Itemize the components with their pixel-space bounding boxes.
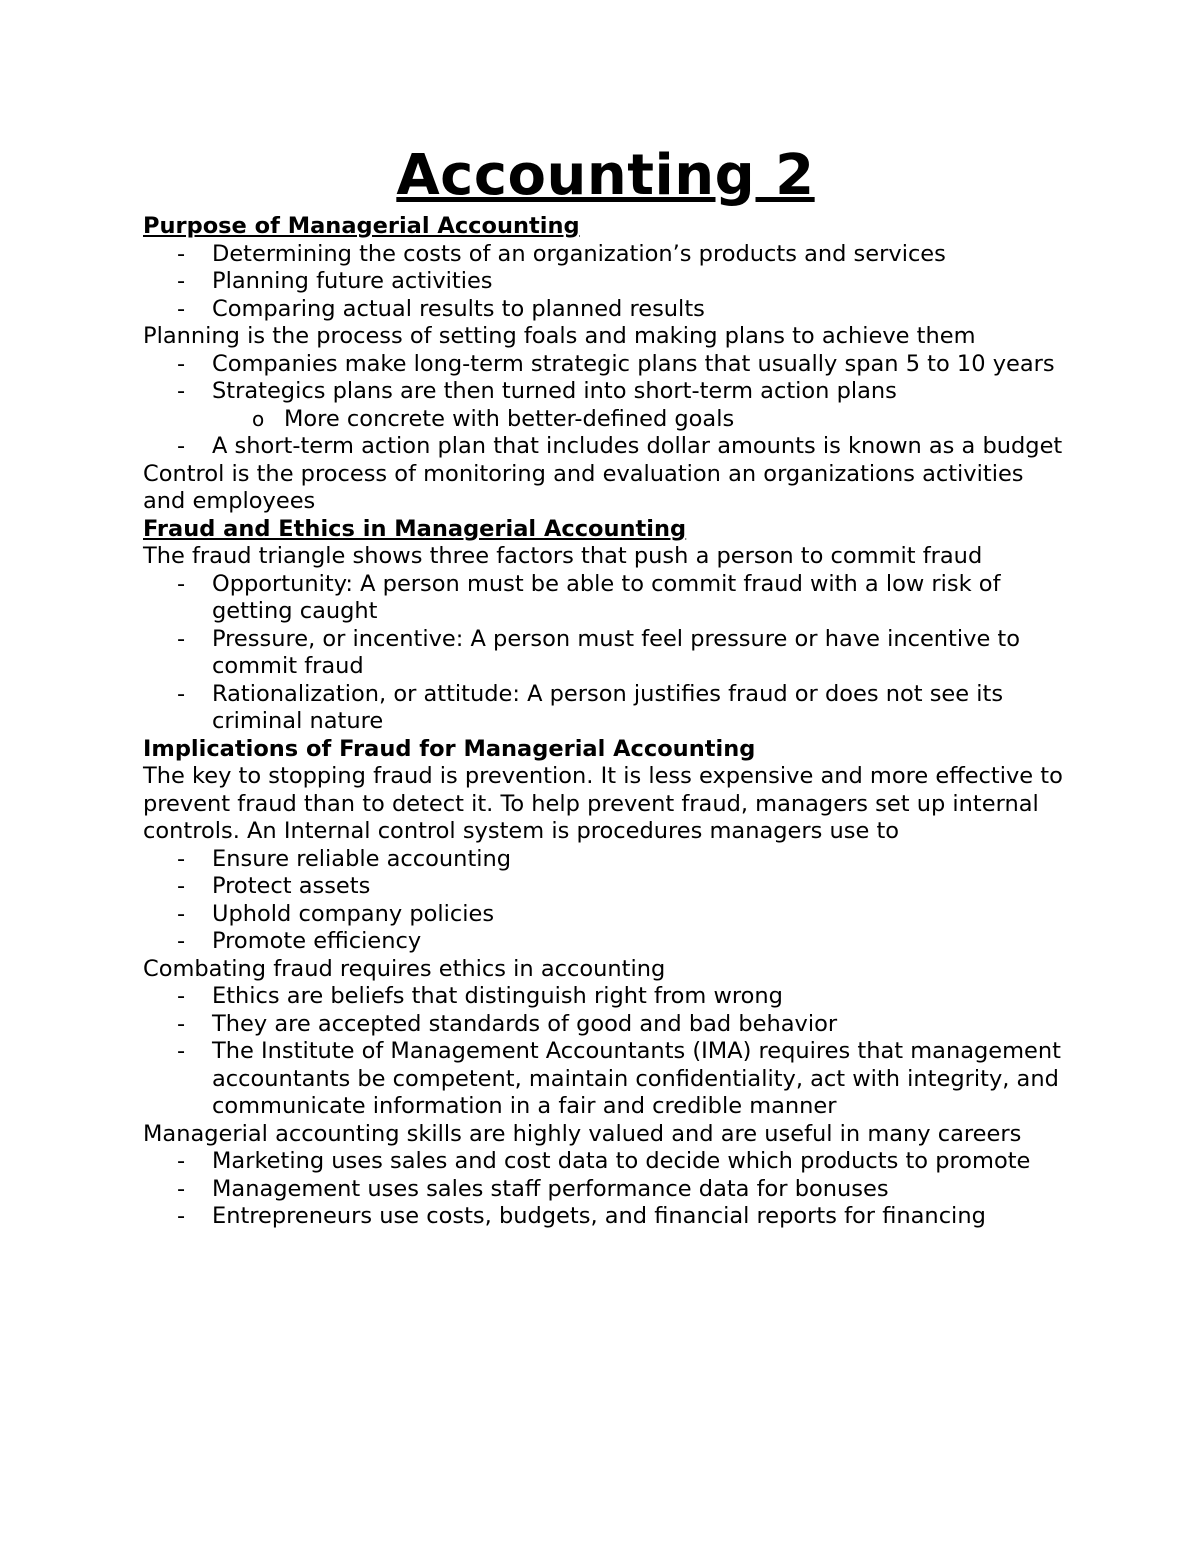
list-item: - A short-term action plan that includes dollar amounts is known as a budget xyxy=(177,433,1063,459)
dash-marker: - xyxy=(177,570,186,597)
list-item: - Marketing uses sales and cost data to decide which products to promote xyxy=(177,1148,1031,1174)
list-item: - Management uses sales staff performance data for bonuses xyxy=(177,1175,889,1202)
list-item: - Entrepreneurs use costs, budgets, and financial reports for financing xyxy=(177,1203,986,1229)
ethics-list xyxy=(143,983,1068,1121)
internal-controls-list xyxy=(143,846,1068,956)
list-item: - Comparing actual results to planned results xyxy=(177,295,705,322)
list-item: - Strategics plans are then turned into short-term action plans o More concrete with better-defined goals xyxy=(212,378,1068,433)
prevention-paragraph: The key to stopping fraud is prevention. It is less expensive and more effective to prevent fraud than to detect it. To help prevent fraud, managers set up internal controls. An Internal control system is procedures managers use to xyxy=(143,763,1063,844)
heading-purpose: Purpose of Managerial Accounting xyxy=(143,213,580,239)
dash-marker: - xyxy=(177,268,186,294)
purpose-list xyxy=(143,241,1068,324)
document-title: Accounting 2 xyxy=(396,143,815,208)
dash-marker: - xyxy=(177,1038,186,1064)
planning-list xyxy=(143,351,1068,461)
list-item: - Rationalization, or attitude: A person justifies fraud or does not see its criminal nature xyxy=(177,680,1004,734)
dash-marker: - xyxy=(177,1148,186,1174)
list-item: - Planning future activities xyxy=(177,268,493,294)
fraud-triangle-list xyxy=(143,571,1068,736)
dash-marker: - xyxy=(177,983,186,1009)
dash-marker: - xyxy=(177,350,186,377)
dash-marker: - xyxy=(177,845,186,872)
heading-fraud-ethics: Fraud and Ethics in Managerial Accounting xyxy=(143,515,687,542)
list-item: - Protect assets xyxy=(177,873,371,899)
list-item: - The Institute of Management Accountants (IMA) requires that management accountants be competent, maintain confidentiality, act with integrity, and communicate information in a fair and credible manner xyxy=(177,1038,1061,1119)
list-item: - Uphold company policies xyxy=(177,900,495,927)
heading-implications: Implications of Fraud for Managerial Accounting xyxy=(143,735,756,762)
list-item: - Opportunity: A person must be able to commit fraud with a low risk of getting caught xyxy=(177,570,1001,624)
planning-sub-list xyxy=(212,406,1068,434)
list-item: - Ensure reliable accounting xyxy=(177,845,512,872)
fraud-triangle-paragraph: The fraud triangle shows three factors that push a person to commit fraud xyxy=(143,543,983,569)
dash-marker: - xyxy=(177,1203,186,1229)
dash-marker: - xyxy=(177,295,186,322)
dash-marker: - xyxy=(177,625,186,652)
document-page xyxy=(143,143,1068,1231)
dash-marker: - xyxy=(177,680,186,707)
dash-marker: - xyxy=(177,873,186,899)
dash-marker: - xyxy=(177,240,186,267)
skills-paragraph: Managerial accounting skills are highly valued and are useful in many careers xyxy=(143,1120,1022,1147)
skills-list xyxy=(143,1148,1068,1231)
list-item: - Determining the costs of an organization’s products and services xyxy=(177,240,946,267)
list-item: - Companies make long-term strategic plans that usually span 5 to 10 years xyxy=(177,350,1055,377)
dash-marker: - xyxy=(177,433,186,459)
list-item: - They are accepted standards of good and bad behavior xyxy=(177,1010,838,1037)
list-item: - Pressure, or incentive: A person must feel pressure or have incentive to commit fraud xyxy=(177,625,1021,679)
dash-marker: - xyxy=(177,378,186,404)
list-item: - Promote efficiency xyxy=(177,928,422,954)
dash-marker: - xyxy=(177,900,186,927)
dash-marker: - xyxy=(177,1010,186,1037)
circle-marker: o xyxy=(252,406,265,431)
planning-paragraph: Planning is the process of setting foals and making plans to achieve them xyxy=(143,323,976,349)
sub-list-item: o More concrete with better-defined goals xyxy=(252,405,735,432)
dash-marker: - xyxy=(177,1175,186,1202)
ethics-paragraph: Combating fraud requires ethics in accounting xyxy=(143,955,666,982)
control-paragraph: Control is the process of monitoring and evaluation an organizations activities and employees xyxy=(143,460,1024,514)
dash-marker: - xyxy=(177,928,186,954)
list-item: - Ethics are beliefs that distinguish right from wrong xyxy=(177,983,783,1009)
